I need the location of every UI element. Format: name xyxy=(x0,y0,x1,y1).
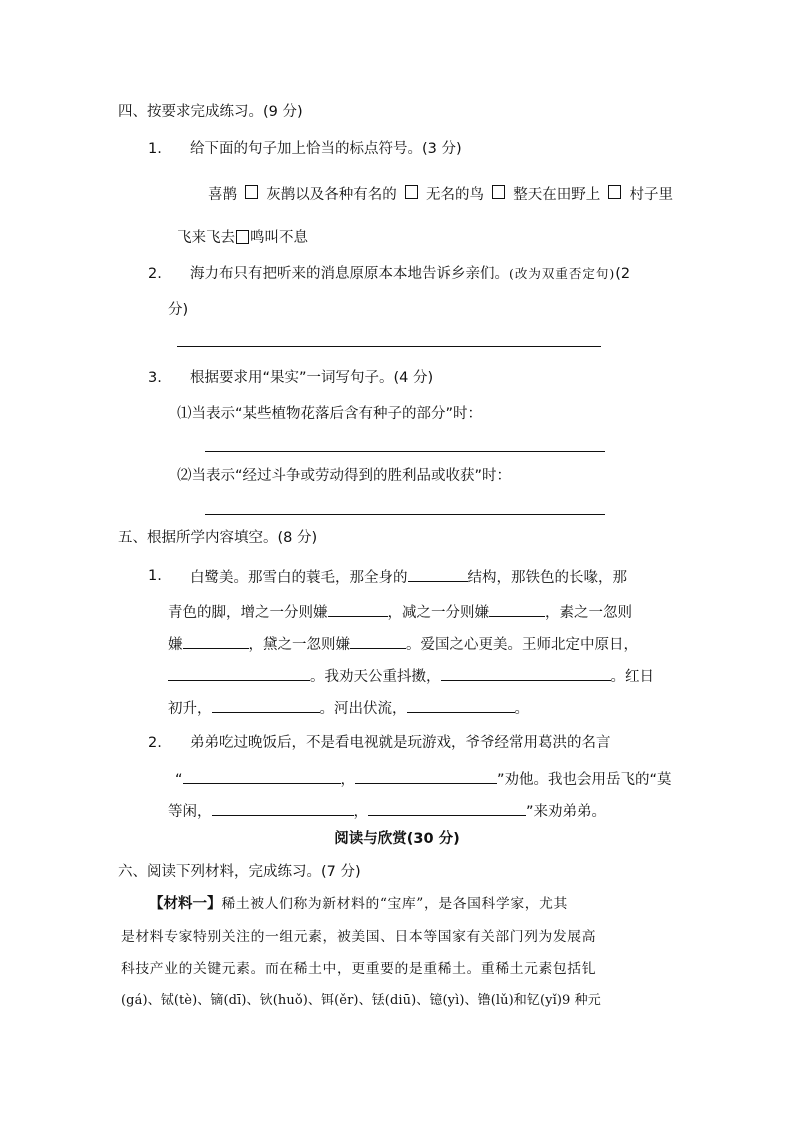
punctuation-box[interactable] xyxy=(608,185,621,199)
sentence-part: 灰鹊以及各种有名的 xyxy=(266,187,397,203)
sentence-part: 无名的鸟 xyxy=(426,187,484,203)
q4-2-prompt xyxy=(190,264,674,284)
q5-2-line-2 xyxy=(175,768,674,790)
q4-2-score-end: 分) xyxy=(168,302,189,318)
fill-blank[interactable] xyxy=(441,665,611,681)
fill-text: ”劝他。我也会用岳飞的“莫 xyxy=(497,772,672,788)
fill-text: 等闲， xyxy=(168,804,212,820)
fill-text: 。 xyxy=(514,701,529,717)
answer-line-q4-3-sub2[interactable] xyxy=(205,514,605,515)
fill-blank[interactable] xyxy=(168,665,310,681)
q4-3-number: 3. xyxy=(148,370,162,386)
material-1-line-3: 科技产业的关键元素。而在稀土中，更重要的是重稀土。重稀土元素包括钆 xyxy=(121,961,597,977)
fill-blank[interactable] xyxy=(368,800,526,816)
fill-text: ， xyxy=(353,804,368,820)
fill-blank[interactable] xyxy=(350,633,406,649)
fill-text: 初升， xyxy=(168,701,212,717)
punctuation-box[interactable] xyxy=(245,185,258,199)
q5-1-line-3 xyxy=(168,633,674,655)
section-5-heading: 五、根据所学内容填空。(8 分) xyxy=(118,530,318,546)
q4-2-sentence: 海力布只有把听来的消息原原本本地告诉乡亲们。 xyxy=(190,266,509,282)
sentence-part: 飞来飞去 xyxy=(177,230,235,246)
fill-text: ， xyxy=(340,772,356,788)
q4-2-score-start: (2 xyxy=(615,266,631,282)
punctuation-sentence-line-1 xyxy=(208,185,673,205)
q5-2-line-3 xyxy=(168,800,606,822)
q4-1-prompt: 给下面的句子加上恰当的标点符号。(3 分) xyxy=(190,141,462,157)
fill-blank[interactable] xyxy=(407,697,515,713)
fill-blank[interactable] xyxy=(328,601,388,617)
fill-text: ，减之一分则嫌 xyxy=(387,605,489,621)
material-1-label: 【材料一】 xyxy=(149,896,222,912)
fill-blank[interactable] xyxy=(183,633,249,649)
sentence-part: 整天在田野上 xyxy=(513,187,601,203)
fill-text: 白鹭美。那雪白的蓑毛，那全身的 xyxy=(190,570,408,586)
fill-text: 青色的脚，增之一分则嫌 xyxy=(168,605,328,621)
q5-1-line-4 xyxy=(168,665,674,687)
punctuation-box[interactable] xyxy=(405,185,418,199)
fill-blank[interactable] xyxy=(212,697,320,713)
fill-text: 。我劝天公重抖擞， xyxy=(310,669,441,685)
q5-1-number: 1. xyxy=(148,568,162,584)
section-4-heading: 四、按要求完成练习。(9 分) xyxy=(118,104,303,120)
sentence-part: 村子里 xyxy=(629,187,673,203)
fill-blank[interactable] xyxy=(489,601,545,617)
answer-line-q4-2[interactable] xyxy=(177,346,601,347)
q4-3-sub2: ⑵当表示“经过斗争或劳动得到的胜利品或收获”时： xyxy=(177,468,512,484)
fill-text: “ xyxy=(175,772,183,788)
sentence-part: 鸣叫不息 xyxy=(250,230,308,246)
fill-text: 。红日 xyxy=(610,669,654,685)
punctuation-box[interactable] xyxy=(236,230,249,244)
q5-2-line-1: 弟弟吃过晚饭后，不是看电视就是玩游戏，爷爷经常用葛洪的名言 xyxy=(190,735,611,751)
punctuation-sentence-line-2 xyxy=(177,228,308,248)
q4-3-prompt: 根据要求用“果实”一词写句子。(4 分) xyxy=(190,370,434,386)
q5-2-number: 2. xyxy=(148,735,162,751)
q4-2-instruction: (改为双重否定句) xyxy=(509,266,616,281)
q5-1-line-5 xyxy=(168,697,529,719)
fill-text: 嫌 xyxy=(168,637,183,653)
material-1-line-2: 是材料专家特别关注的一组元素，被美国、日本等国家有关部门列为发展高 xyxy=(121,929,597,945)
q5-1-line-1 xyxy=(190,566,674,588)
q5-1-line-2 xyxy=(168,601,674,623)
fill-text: ，素之一忽则 xyxy=(545,605,632,621)
fill-text: 。河出伏流， xyxy=(319,701,407,717)
fill-blank[interactable] xyxy=(212,800,354,816)
fill-text: 结构，那铁色的长喙，那 xyxy=(467,570,627,586)
material-1-line-1 xyxy=(149,894,674,914)
fill-text: ，黛之一忽则嫌 xyxy=(248,637,350,653)
q4-2-number: 2. xyxy=(148,266,162,282)
section-6-heading: 六、阅读下列材料，完成练习。(7 分) xyxy=(118,864,361,880)
q4-1-number: 1. xyxy=(148,141,162,157)
fill-blank[interactable] xyxy=(183,768,341,784)
q4-3-sub1: ⑴当表示“某些植物花落后含有种子的部分”时： xyxy=(177,406,483,422)
material-text: 稀土被人们称为新材料的“宝库”，是各国科学家，尤其 xyxy=(221,896,568,912)
fill-blank[interactable] xyxy=(355,768,497,784)
material-1-line-4: (gá)、铽(tè)、镝(dī)、钬(huǒ)、铒(ěr)、铥(diū)、镱(yì)、镥(lǔ)和钇(yǐ)9 种元 xyxy=(121,993,601,1008)
fill-text: 。爱国之心更美。王师北定中原日， xyxy=(406,637,638,653)
reading-section-heading: 阅读与欣赏(30 分) xyxy=(334,831,460,847)
fill-text: ”来劝弟弟。 xyxy=(526,804,607,820)
sentence-part: 喜鹊 xyxy=(208,187,237,203)
answer-line-q4-3-sub1[interactable] xyxy=(205,451,605,452)
punctuation-box[interactable] xyxy=(492,185,505,199)
fill-blank[interactable] xyxy=(408,566,468,582)
